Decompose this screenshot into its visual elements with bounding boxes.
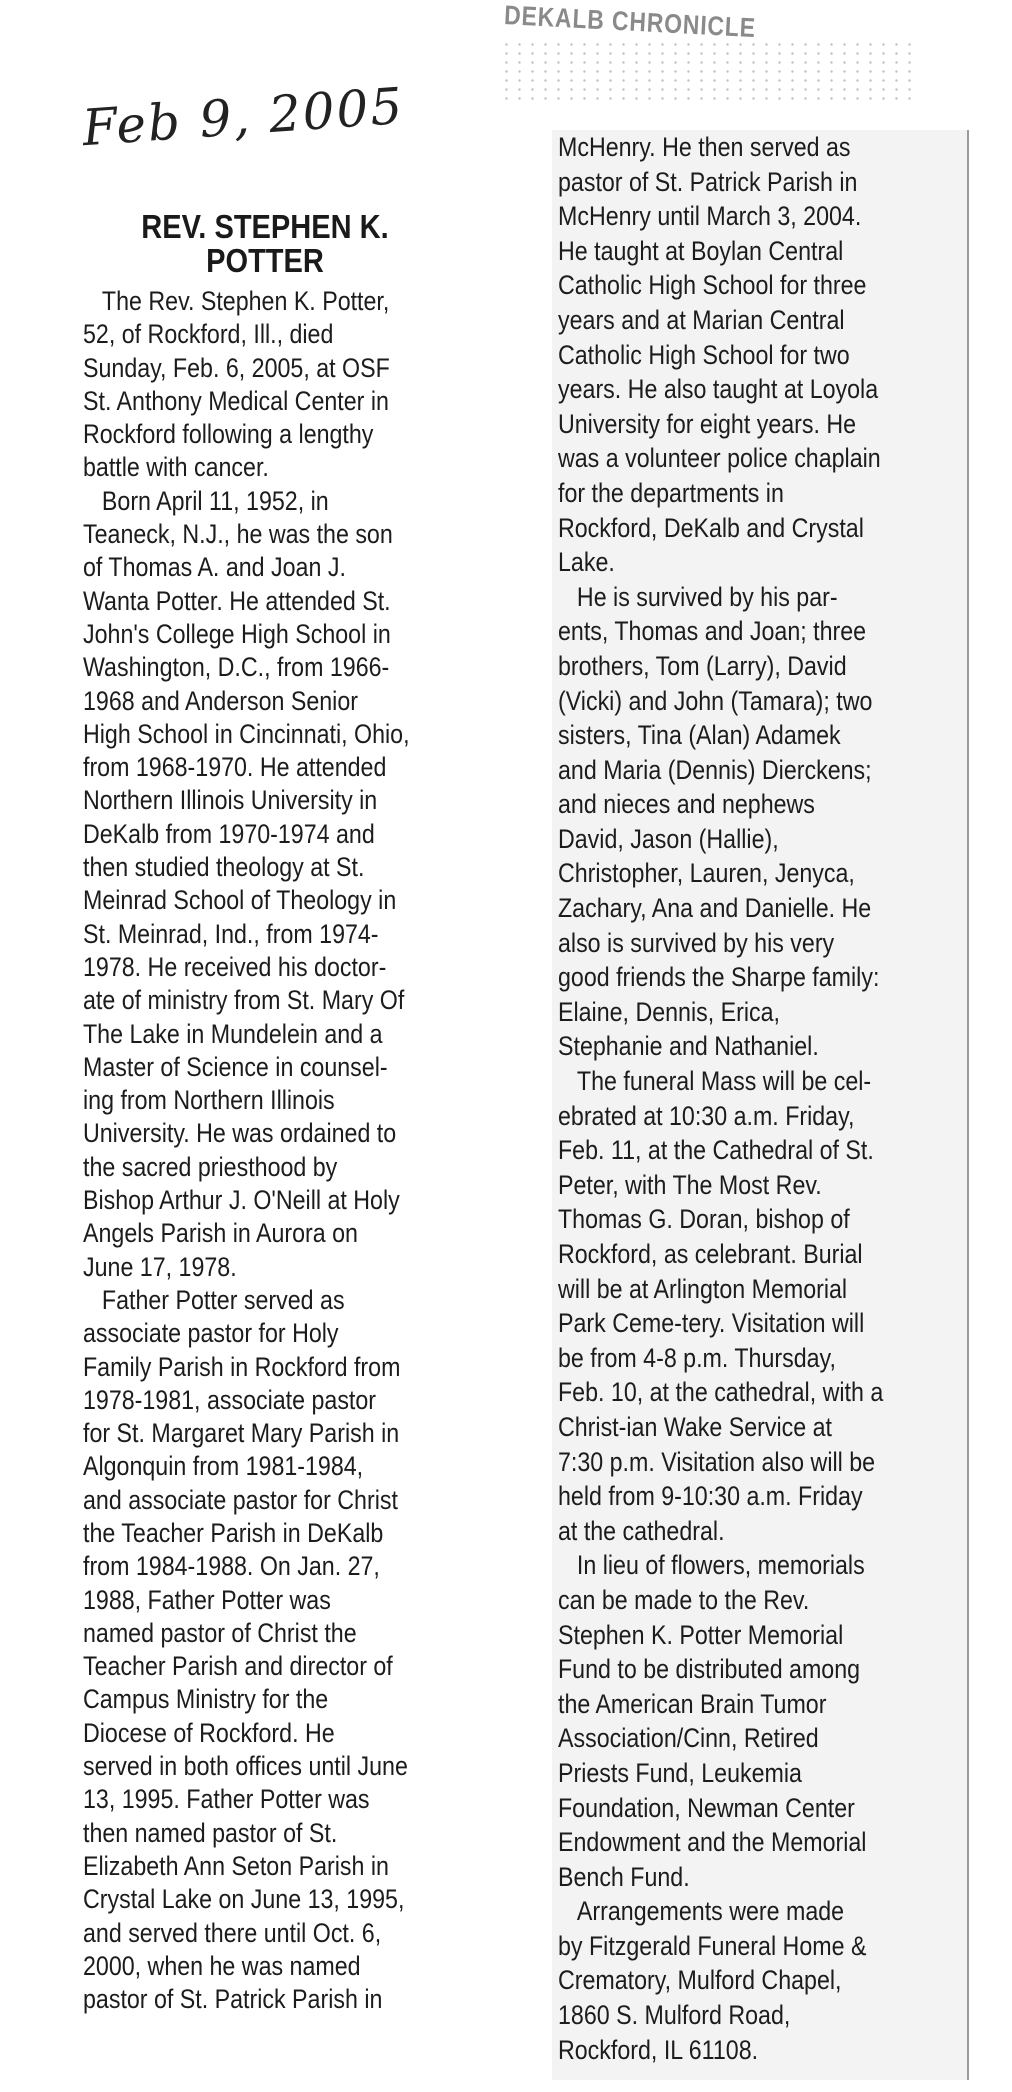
text-line: will be at Arlington Memorial xyxy=(558,1273,848,1304)
text-line: 7:30 p.m. Visitation also will be xyxy=(558,1446,876,1477)
text-line: Rockford, as celebrant. Burial xyxy=(558,1239,863,1269)
text-line: for St. Margaret Mary Parish in xyxy=(83,1418,400,1449)
text-line: 13, 1995. Father Potter was xyxy=(83,1784,370,1815)
text-line: ate of ministry from St. Mary Of xyxy=(83,985,405,1016)
text-line: McHenry. He then served as xyxy=(558,132,851,162)
text-line: Priests Fund, Leukemia xyxy=(558,1757,802,1788)
text-line: then studied theology at St. xyxy=(83,852,365,883)
text-line: Stephen K. Potter Memorial xyxy=(558,1619,844,1650)
text-line: and associate pastor for Christ xyxy=(83,1484,398,1515)
text-line: served in both offices until June xyxy=(83,1751,408,1782)
text-line: battle with cancer. xyxy=(83,452,269,483)
text-line: Fund to be distributed among xyxy=(558,1654,861,1685)
text-line: Bench Fund. xyxy=(558,1861,690,1892)
article-column-left xyxy=(83,285,463,2016)
text-line: Washington, D.C., from 1966- xyxy=(83,652,390,683)
text-line: Born April 11, 1952, in xyxy=(101,485,329,516)
text-line: DeKalb from 1970-1974 and xyxy=(83,818,375,849)
text-line: from 1968-1970. He attended xyxy=(83,752,387,783)
text-line: 52, of Rockford, Ill., died xyxy=(83,319,334,350)
text-line: June 17, 1978. xyxy=(83,1251,237,1282)
text-line: ing from Northern Illinois xyxy=(83,1085,335,1116)
text-line: sisters, Tina (Alan) Adamek xyxy=(558,720,841,751)
text-line: for the departments in xyxy=(558,477,784,508)
text-line: and Maria (Dennis) Dierckens; xyxy=(558,754,872,785)
text-line: be from 4-8 p.m. Thursday, xyxy=(558,1342,836,1373)
text-line: Rockford, DeKalb and Crystal xyxy=(558,512,864,543)
text-line: Northern Illinois University in xyxy=(83,785,378,816)
text-line: brothers, Tom (Larry), David xyxy=(558,650,847,681)
text-line: then named pastor of St. xyxy=(83,1817,338,1848)
text-line: pastor of St. Patrick Parish in xyxy=(558,166,858,197)
obituary-headline xyxy=(85,210,445,278)
text-line: years. He also taught at Loyola xyxy=(558,374,879,405)
text-line: Algonquin from 1981-1984, xyxy=(83,1451,364,1482)
handwritten-date: Feb 9, 2005 xyxy=(80,76,406,158)
text-line: Association/Cinn, Retired xyxy=(558,1723,819,1754)
text-line: Feb. 10, at the cathedral, with a xyxy=(558,1377,884,1408)
text-line: Family Parish in Rockford from xyxy=(83,1351,401,1382)
text-line: He taught at Boylan Central xyxy=(558,235,844,266)
text-line: Catholic High School for three xyxy=(558,270,867,301)
text-line: (Vicki) and John (Tamara); two xyxy=(558,685,873,716)
text-line: High School in Cincinnati, Ohio, xyxy=(83,718,410,749)
text-line: was a volunteer police chaplain xyxy=(558,443,881,474)
text-line: Christ-ian Wake Service at xyxy=(558,1411,833,1442)
text-line: Endowment and the Memorial xyxy=(558,1827,867,1858)
text-line: Rockford, IL 61108. xyxy=(558,2034,759,2065)
text-line: Bishop Arthur J. O'Neill at Holy xyxy=(83,1185,400,1216)
text-line: Thomas G. Doran, bishop of xyxy=(558,1204,850,1235)
text-line: The Lake in Mundelein and a xyxy=(83,1018,383,1049)
text-line: St. Anthony Medical Center in xyxy=(83,385,389,416)
text-line: Meinrad School of Theology in xyxy=(83,885,397,916)
text-line: also is survived by his very xyxy=(558,927,835,958)
text-line: John's College High School in xyxy=(83,618,391,649)
text-line: Wanta Potter. He attended St. xyxy=(83,585,391,616)
text-line: Teaneck, N.J., he was the son xyxy=(83,519,393,550)
text-line: 1988, Father Potter was xyxy=(83,1584,331,1615)
article-column-right xyxy=(558,130,938,2067)
text-line: Foundation, Newman Center xyxy=(558,1792,855,1823)
text-line: 1968 and Anderson Senior xyxy=(83,685,358,716)
text-line: pastor of St. Patrick Parish in xyxy=(83,1984,383,2015)
text-line: Catholic High School for two xyxy=(558,339,850,370)
text-line: associate pastor for Holy xyxy=(83,1318,339,1349)
text-line: David, Jason (Hallie), xyxy=(558,823,779,854)
text-line: Angels Parish in Aurora on xyxy=(83,1218,358,1249)
text-line: In lieu of flowers, memorials xyxy=(576,1550,865,1581)
text-line: Rockford following a lengthy xyxy=(83,419,374,450)
text-line: Peter, with The Most Rev. xyxy=(558,1169,822,1200)
text-line: Lake. xyxy=(558,547,615,578)
text-line: St. Meinrad, Ind., from 1974- xyxy=(83,918,379,949)
text-line: 1860 S. Mulford Road, xyxy=(558,2000,791,2031)
newspaper-masthead: DEKALB CHRONICLE xyxy=(503,0,757,44)
text-line: Christopher, Lauren, Jenyca, xyxy=(558,858,855,889)
text-line: from 1984-1988. On Jan. 27, xyxy=(83,1551,380,1582)
text-line: ents, Thomas and Joan; three xyxy=(558,616,867,647)
text-line: 2000, when he was named xyxy=(83,1950,361,1981)
headline-line: POTTER xyxy=(206,242,324,279)
text-line: Elaine, Dennis, Erica, xyxy=(558,996,780,1027)
text-line: Stephanie and Nathaniel. xyxy=(558,1031,819,1062)
text-line: The funeral Mass will be cel- xyxy=(576,1066,872,1097)
text-line: Diocese of Rockford. He xyxy=(83,1717,335,1748)
headline-line: REV. STEPHEN K. xyxy=(141,208,389,245)
text-line: 1978. He received his doctor- xyxy=(83,951,387,982)
text-line: Park Ceme-tery. Visitation will xyxy=(558,1308,865,1339)
text-line: The Rev. Stephen K. Potter, xyxy=(101,286,390,316)
text-line: good friends the Sharpe family: xyxy=(558,962,880,993)
text-line: Father Potter served as xyxy=(101,1284,345,1315)
text-line: named pastor of Christ the xyxy=(83,1617,357,1648)
text-line: Crematory, Mulford Chapel, xyxy=(558,1965,842,1996)
text-line: Crystal Lake on June 13, 1995, xyxy=(83,1884,405,1915)
scan-noise xyxy=(500,40,920,100)
text-line: held from 9-10:30 a.m. Friday xyxy=(558,1481,863,1512)
text-line: Zachary, Ana and Danielle. He xyxy=(558,893,872,924)
text-line: ebrated at 10:30 a.m. Friday, xyxy=(558,1100,855,1131)
text-line: Campus Ministry for the xyxy=(83,1684,329,1715)
text-line: Elizabeth Ann Seton Parish in xyxy=(83,1850,389,1881)
text-line: the sacred priesthood by xyxy=(83,1151,338,1182)
text-line: of Thomas A. and Joan J. xyxy=(83,552,346,583)
text-line: the American Brain Tumor xyxy=(558,1688,827,1719)
text-line: the Teacher Parish in DeKalb xyxy=(83,1517,384,1548)
text-line: Feb. 11, at the Cathedral of St. xyxy=(558,1135,874,1166)
text-line: Sunday, Feb. 6, 2005, at OSF xyxy=(83,352,390,383)
text-line: can be made to the Rev. xyxy=(558,1584,810,1615)
text-line: and served there until Oct. 6, xyxy=(83,1917,382,1948)
text-line: University. He was ordained to xyxy=(83,1118,397,1149)
text-line: Arrangements were made xyxy=(576,1896,845,1927)
text-line: 1978-1981, associate pastor xyxy=(83,1384,377,1415)
text-line: at the cathedral. xyxy=(558,1515,725,1546)
text-line: He is survived by his par- xyxy=(576,581,838,612)
text-line: Teacher Parish and director of xyxy=(83,1651,393,1682)
text-line: Master of Science in counsel- xyxy=(83,1051,388,1082)
text-line: years and at Marian Central xyxy=(558,304,845,335)
text-line: and nieces and nephews xyxy=(558,789,815,820)
text-line: McHenry until March 3, 2004. xyxy=(558,201,862,232)
text-line: University for eight years. He xyxy=(558,408,857,439)
text-line: by Fitzgerald Funeral Home & xyxy=(558,1930,867,1961)
